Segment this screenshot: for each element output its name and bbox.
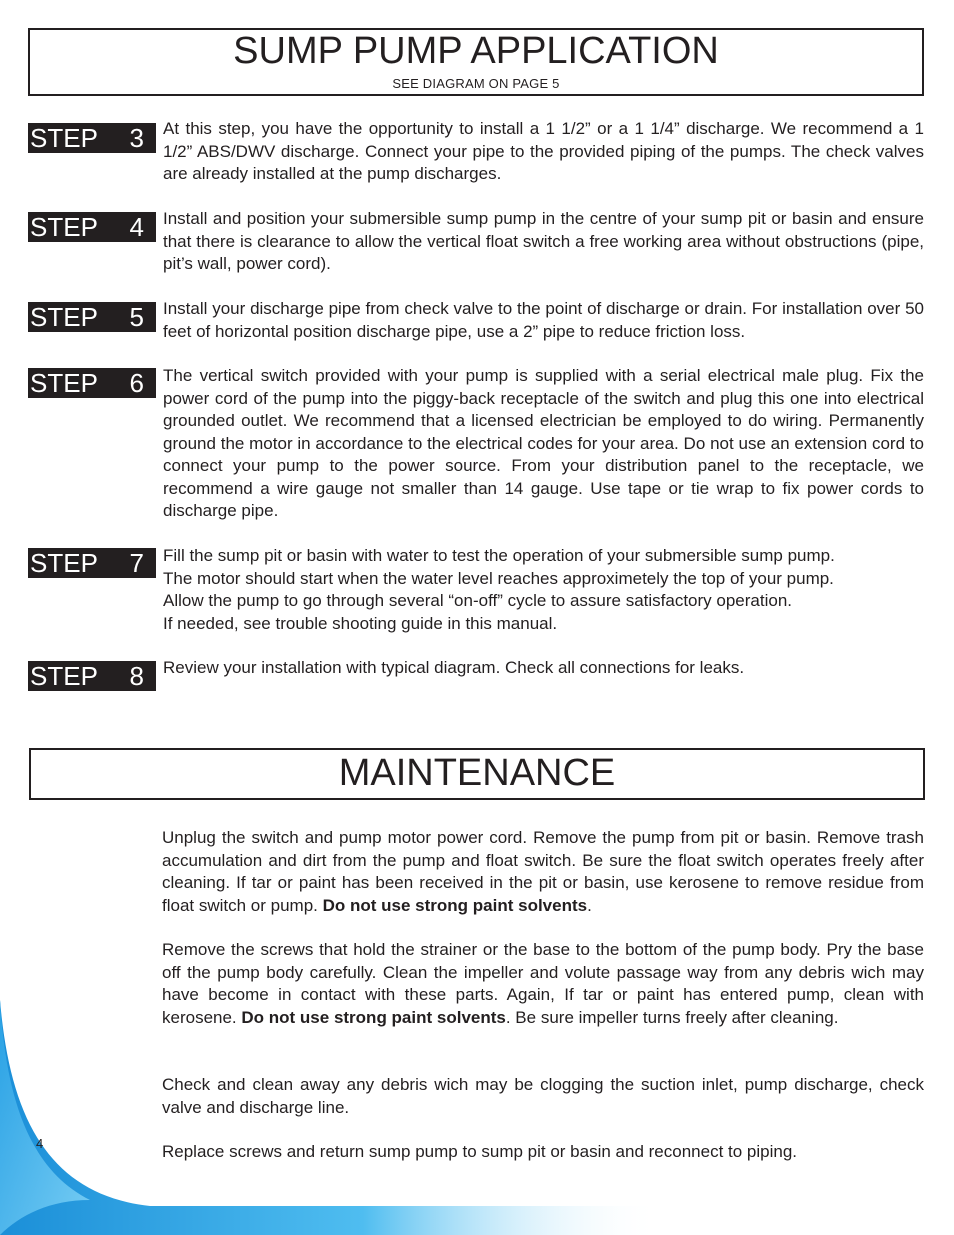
step-word: STEP	[30, 661, 98, 691]
maintenance-paragraph-4: Replace screws and return sump pump to sump pit or basin and reconnect to piping.	[162, 1142, 798, 1161]
maintenance-p1-text: Unplug the switch and pump motor power cord. Remove the pump from pit or basin. Remove trash accumulation and dirt from the pump and float switch. Be sure the float switch operates freely after cleaning. If tar or paint has been received in the pit or basin, use kerosene to remove residue from float switch or pump.	[162, 828, 924, 915]
step-7-line: If needed, see trouble shooting guide in this manual.	[163, 613, 558, 633]
step-7-line: The motor should start when the water level reaches approximetely the top of your pump.	[163, 568, 834, 588]
step-7-line: Allow the pump to go through several “on-off” cycle to assure satisfactory operation.	[163, 591, 793, 610]
maintenance-paragraph-3: Check and clean away any debris wich may be clogging the suction inlet, pump discharge, check valve and discharge line.	[162, 1075, 924, 1117]
step-word: STEP	[30, 123, 98, 153]
step-4-text: Install and position your submersible sump pump in the centre of your sump pit or basin and ensure that there is clearance to allow the vertical float switch a free working area without obstructions (pipe, pit’s wall, power cord).	[163, 209, 924, 273]
step-7-label	[28, 548, 156, 578]
step-number: 7	[129, 548, 144, 578]
step-number: 4	[129, 212, 144, 242]
step-word: STEP	[30, 302, 98, 332]
maintenance-p1-warning: Do not use strong paint solvents	[322, 895, 588, 915]
maintenance-p1-end: .	[587, 895, 592, 915]
step-3-label	[28, 123, 156, 153]
step-word: STEP	[30, 212, 98, 242]
step-8-label	[28, 661, 156, 691]
step-7-line: Fill the sump pit or basin with water to test the operation of your submersible sump pump.	[163, 546, 835, 565]
step-5-text: Install your discharge pipe from check valve to the point of discharge or drain. For installation over 50 feet of horizontal position discharge pipe, use a 2” pipe to reduce friction loss.	[163, 299, 924, 341]
step-7-text	[163, 545, 924, 635]
maintenance-paragraph-2	[162, 939, 924, 1029]
step-number: 6	[129, 368, 144, 398]
step-number: 5	[129, 302, 144, 332]
sump-pump-title: SUMP PUMP APPLICATION	[233, 30, 719, 72]
step-number: 3	[129, 123, 144, 153]
step-5-label	[28, 302, 156, 332]
sump-pump-title-box	[28, 28, 924, 96]
page-number: 4	[36, 1136, 44, 1151]
step-number: 8	[129, 661, 144, 691]
step-4-label	[28, 212, 156, 242]
step-6-label	[28, 368, 156, 398]
maintenance-title-box	[29, 748, 925, 800]
maintenance-p2-warning: Do not use strong paint solvents	[241, 1007, 506, 1027]
maintenance-paragraph-1	[162, 827, 924, 917]
step-3-text: At this step, you have the opportunity to install a 1 1/2” or a 1 1/4” discharge. We recommend a 1 1/2” ABS/DWV discharge. Connect your pipe to the provided piping of the pumps. The check valves are already installed at the pump discharges.	[163, 119, 924, 183]
step-8-text: Review your installation with typical diagram. Check all connections for leaks.	[163, 658, 745, 677]
step-word: STEP	[30, 548, 98, 578]
step-6-text: The vertical switch provided with your pump is supplied with a serial electrical male plug. Fix the power cord of the pump into the piggy-back receptacle of the switch and plug this one into electrical grounded outlet. We recommend that a licensed electrician be employed to do wiring. Permanently ground the motor in accordance to the electrical codes for your area. Do not use an extension cord to connect your pump to the power source. From your distribution panel to the receptacle, we recommend a wire gauge not smaller than 14 gauge. Use tape or tie wrap to fix power cords to discharge pipe.	[163, 366, 924, 520]
diagram-reference: SEE DIAGRAM ON PAGE 5	[392, 76, 560, 91]
step-word: STEP	[30, 368, 98, 398]
maintenance-p2-end: . Be sure impeller turns freely after cleaning.	[505, 1007, 839, 1027]
maintenance-p2-text: Remove the screws that hold the strainer or the base to the bottom of the pump body. Pry the base off the pump body carefully. Clean the impeller and volute passage way from any debris wich may have become in contact with these parts. Again, If tar or paint has entered pump, clean with kerosene.	[162, 940, 924, 1027]
maintenance-title: MAINTENANCE	[338, 752, 616, 794]
